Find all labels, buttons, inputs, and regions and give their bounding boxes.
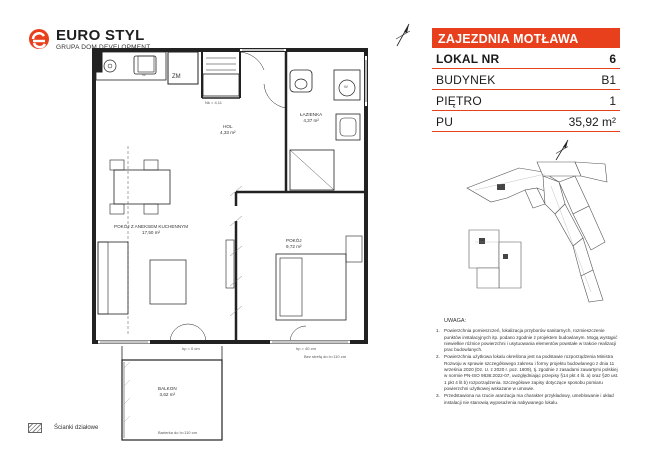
investment-title: ZAJEZDNIA MOTŁAWA bbox=[432, 28, 620, 48]
note-text: Powierzchnia pomieszczeń, lokalizacja przyborów sanitarnych, rozmieszczenie punktów instalacyjnych itp. podano zgodnie z projektem budowlanym. Mogą wystąpić niewielkie różnice powierzchni i usytuowania elementów powstałe w trakcie realizacji prac budowlanych. bbox=[444, 328, 618, 353]
note-item: 3. Przedstawiona na rzucie aranżacja ma charakter przykładowy, umeblowanie i układ instalacji nie stanowią wyposażenia nabywanego lokalu. bbox=[436, 393, 622, 406]
kitchen-area: 17,50 m² bbox=[141, 230, 161, 235]
barrier-note: Bez strefą do h=110 cm bbox=[304, 354, 347, 359]
hol-label bbox=[220, 124, 236, 136]
apartment-info-panel bbox=[432, 28, 620, 132]
note-text: Przedstawiona na rzucie aranżacja ma charakter przykładowy, umeblowanie i układ instalacji nie stanowią wyposażenia nabywanego lokalu. bbox=[444, 393, 614, 405]
note-item: 1. Powierzchnia pomieszczeń, lokalizacja przyborów sanitarnych, rozmieszczenie punktów instalacyjnych itp. podano zgodnie z projektem budowlanym. Mogą wystąpić niewielkie różnice powierzchni i usytuowania elementów powstałe w trakcie realizacji prac budowlanych. bbox=[436, 328, 622, 353]
info-row-pu bbox=[432, 111, 620, 132]
balkon-name: BALKON bbox=[158, 386, 177, 391]
info-value: 6 bbox=[609, 52, 616, 66]
shaft-dimension: Nk = 4,11 bbox=[205, 100, 222, 105]
pokoj-name: POKÓJ bbox=[286, 238, 302, 243]
hol-area: 4,33 m² bbox=[220, 130, 236, 135]
info-row-budynek bbox=[432, 69, 620, 90]
kitchen-name: POKÓJ Z ANEKSEM KUCHENNYM bbox=[114, 224, 189, 229]
info-key: LOKAL NR bbox=[436, 52, 500, 66]
balkon-label bbox=[158, 386, 177, 398]
logo-subtitle: GRUPA DOM DEVELOPMENT bbox=[56, 44, 151, 51]
info-value: 1 bbox=[609, 94, 616, 108]
notes-section bbox=[436, 318, 622, 407]
info-key: PIĘTRO bbox=[436, 94, 482, 108]
lazienka-name: ŁAZIENKA bbox=[300, 112, 323, 117]
pokoj-area: 9,72 m² bbox=[286, 244, 302, 249]
note-text: Powierzchnia użytkowa lokalu określona jest na podstawie rozporządzenia Ministra Rozwoju w sprawie szczegółowego zakresu i formy projektu budowlanego z dnia 11 września 2020 (Dz. U. z 2020 r. poz. 1609), tj. zgodnie z zasadami zawartymi polskiej w normie PN-ISO 9836:2022-07, uwzględniając przepisy §14 pkt 4 lit. a) oraz §20 ust. 1 pkt 4 lit b) rozporządzenia. Szczegółowe zapisy dotyczące sposobu pomiaru powierzchni użytkowej wskazane w umowie. bbox=[444, 354, 619, 391]
info-row-lokal bbox=[432, 48, 620, 69]
balkon-area: 3,62 m² bbox=[159, 392, 176, 397]
legend bbox=[28, 423, 98, 433]
notes-heading: UWAGA: bbox=[444, 318, 467, 324]
hol-name: HOL bbox=[223, 124, 233, 129]
lazienka-area: 4,37 m² bbox=[303, 118, 319, 123]
lazienka-label bbox=[300, 112, 322, 124]
bath-mark: W bbox=[344, 84, 348, 89]
balcony-barrier-note: Barierka do h=110 cm bbox=[158, 430, 197, 435]
zm-label: ZM bbox=[172, 74, 181, 80]
partition-wall-swatch bbox=[28, 423, 42, 433]
logo-name: EURO STYL bbox=[56, 27, 145, 44]
floor-plan bbox=[90, 46, 380, 446]
euro-styl-logo-icon bbox=[28, 28, 50, 50]
washer-mark: W bbox=[142, 72, 146, 77]
info-value: B1 bbox=[601, 73, 616, 87]
sill-height-40: hp = 40 cm bbox=[296, 346, 316, 351]
notes-list bbox=[436, 328, 622, 406]
north-arrow-icon bbox=[392, 22, 414, 48]
kitchen-label bbox=[114, 224, 188, 236]
floor-plan-drawing bbox=[90, 46, 380, 446]
building-key-plan bbox=[455, 142, 630, 307]
legend-label: Ścianki działowe bbox=[54, 425, 99, 431]
info-row-pietro bbox=[432, 90, 620, 111]
sill-height-0: hp = 0 cm bbox=[182, 346, 200, 351]
pokoj-label bbox=[286, 238, 302, 250]
note-item: 2. Powierzchnia użytkowa lokalu określona jest na podstawie rozporządzenia Ministra Rozwoju w sprawie szczegółowego zakresu i formy projektu budowlanego z dnia 11 września 2020 (Dz. U. z 2020 r. poz. 1609), tj. zgodnie z zasadami zawartymi polskiej w normie PN-ISO 9836:2022-07, uwzględniając przepisy §14 pkt 4 lit. a) oraz §20 ust. 1 pkt 4 lit b) rozporządzenia. Szczegółowe zapisy dotyczące sposobu pomiaru powierzchni użytkowej wskazane w umowie. bbox=[436, 354, 622, 392]
info-value: 35,92 m² bbox=[568, 115, 616, 129]
info-key: PU bbox=[436, 115, 454, 129]
info-key: BUDYNEK bbox=[436, 73, 496, 87]
